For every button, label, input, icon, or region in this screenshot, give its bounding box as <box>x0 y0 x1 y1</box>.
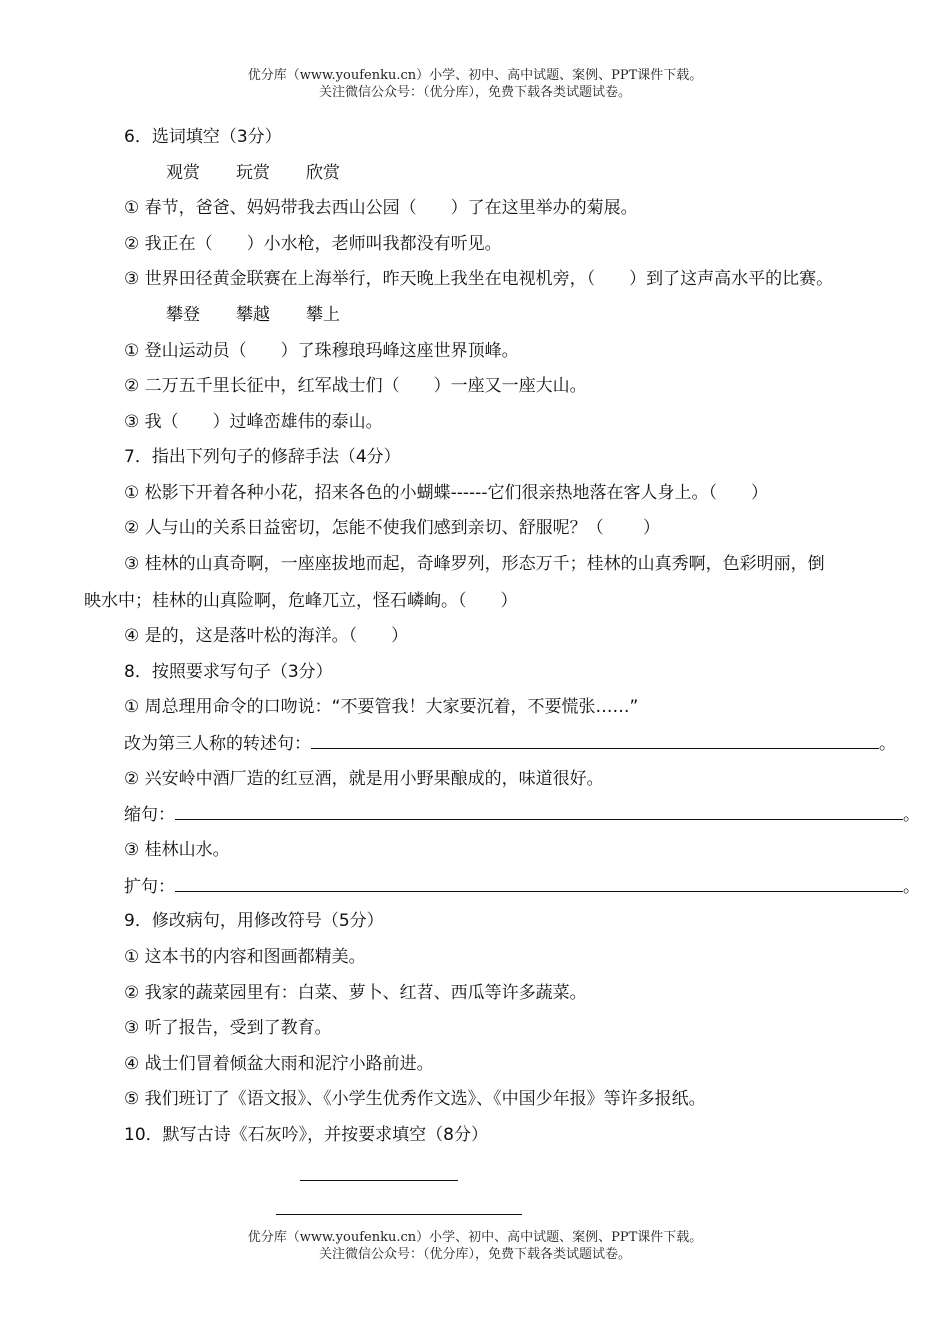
header-line-2: 关注微信公众号：（优分库），免费下载各类试题试卷。 <box>318 85 631 100</box>
q8-sentence-2: ② 兴安岭中酒厂造的红豆酒，就是用小野果酿成的，味道很好。 <box>124 769 604 789</box>
q7-sentence-1: ① 松影下开着各种小花，招来各色的小蝴蝶------它们很亲热地落在客人身上。（ ） <box>124 483 768 503</box>
q8-answer-row-1 <box>124 732 896 755</box>
header-line-1: 优分库（www.youfenku.cn）小学、初中、高中试题、案例、PPT课件下载。 <box>247 68 703 83</box>
q8-sentence-3: ③ 桂林山水。 <box>124 840 230 860</box>
answer-blank[interactable] <box>311 732 879 749</box>
q7-sentence-2: ② 人与山的关系日益密切，怎能不使我们感到亲切、舒服呢？（ ） <box>124 518 661 538</box>
poem-title-blank[interactable] <box>300 1180 458 1181</box>
answer-prompt: 扩句： <box>124 877 175 897</box>
q9-sentence-1: ① 这本书的内容和图画都精美。 <box>124 947 366 967</box>
q6-sentence-b2: ② 二万五千里长征中，红军战士们（ ）一座又一座大山。 <box>124 376 587 396</box>
q7-sentence-4: ④ 是的，这是落叶松的海洋。（ ） <box>124 626 409 646</box>
q6-sentence-b3: ③ 我（ ）过峰峦雄伟的泰山。 <box>124 412 383 432</box>
q6-sentence-a2: ② 我正在（ ）小水枪，老师叫我都没有听见。 <box>124 234 502 254</box>
page-footer <box>0 1229 950 1263</box>
end-mark: 。 <box>879 734 896 754</box>
end-mark: 。 <box>903 805 920 825</box>
q8-answer-row-2 <box>124 803 920 826</box>
end-mark: 。 <box>903 877 920 897</box>
word-choice: 玩赏 <box>236 163 270 183</box>
poem-author-blank[interactable] <box>276 1214 522 1215</box>
word-choice: 攀登 <box>166 305 200 325</box>
q8-title: 8．按照要求写句子（3分） <box>124 662 333 682</box>
q6-sentence-a3: ③ 世界田径黄金联赛在上海举行，昨天晚上我坐在电视机旁，（ ）到了这声高水平的比赛。 <box>124 269 834 289</box>
q9-title: 9．修改病句，用修改符号（5分） <box>124 911 384 931</box>
q9-sentence-5: ⑤ 我们班订了《语文报》、《小学生优秀作文选》、《中国少年报》等许多报纸。 <box>124 1089 706 1109</box>
q6-word-choices-b <box>166 304 376 326</box>
q6-sentence-b1: ① 登山运动员（ ）了珠穆琅玛峰这座世界顶峰。 <box>124 341 519 361</box>
answer-blank[interactable] <box>175 875 903 892</box>
q7-sentence-3b: 映水中；桂林的山真险啊，危峰兀立，怪石嶙峋。（ ） <box>84 591 518 611</box>
answer-blank[interactable] <box>175 803 903 820</box>
q6-title: 6．选词填空（3分） <box>124 127 282 147</box>
q8-sentence-1: ① 周总理用命令的口吻说：“不要管我！大家要沉着，不要慌张……” <box>124 697 639 717</box>
q7-title: 7．指出下列句子的修辞手法（4分） <box>124 447 401 467</box>
word-choice: 欣赏 <box>306 163 340 183</box>
q9-sentence-2: ② 我家的蔬菜园里有：白菜、萝卜、红苕、西瓜等许多蔬菜。 <box>124 983 587 1003</box>
word-choice: 攀越 <box>236 305 270 325</box>
footer-line-1: 优分库（www.youfenku.cn）小学、初中、高中试题、案例、PPT课件下载。 <box>247 1230 703 1245</box>
q7-sentence-3a: ③ 桂林的山真奇啊，一座座拔地而起，奇峰罗列，形态万千；桂林的山真秀啊，色彩明丽，倒 <box>124 554 825 574</box>
q6-word-choices-a <box>166 162 376 184</box>
word-choice: 攀上 <box>306 305 340 325</box>
q10-title: 10．默写古诗《石灰吟》，并按要求填空（8分） <box>124 1125 488 1145</box>
q9-sentence-4: ④ 战士们冒着倾盆大雨和泥泞小路前进。 <box>124 1054 434 1074</box>
footer-line-2: 关注微信公众号：（优分库），免费下载各类试题试卷。 <box>318 1247 631 1262</box>
page-header <box>0 67 950 101</box>
q9-sentence-3: ③ 听了报告，受到了教育。 <box>124 1018 332 1038</box>
word-choice: 观赏 <box>166 163 200 183</box>
q6-sentence-a1: ① 春节，爸爸、妈妈带我去西山公园（ ）了在这里举办的菊展。 <box>124 198 638 218</box>
q8-answer-row-3 <box>124 875 920 898</box>
answer-prompt: 改为第三人称的转述句： <box>124 734 311 754</box>
answer-prompt: 缩句： <box>124 805 175 825</box>
